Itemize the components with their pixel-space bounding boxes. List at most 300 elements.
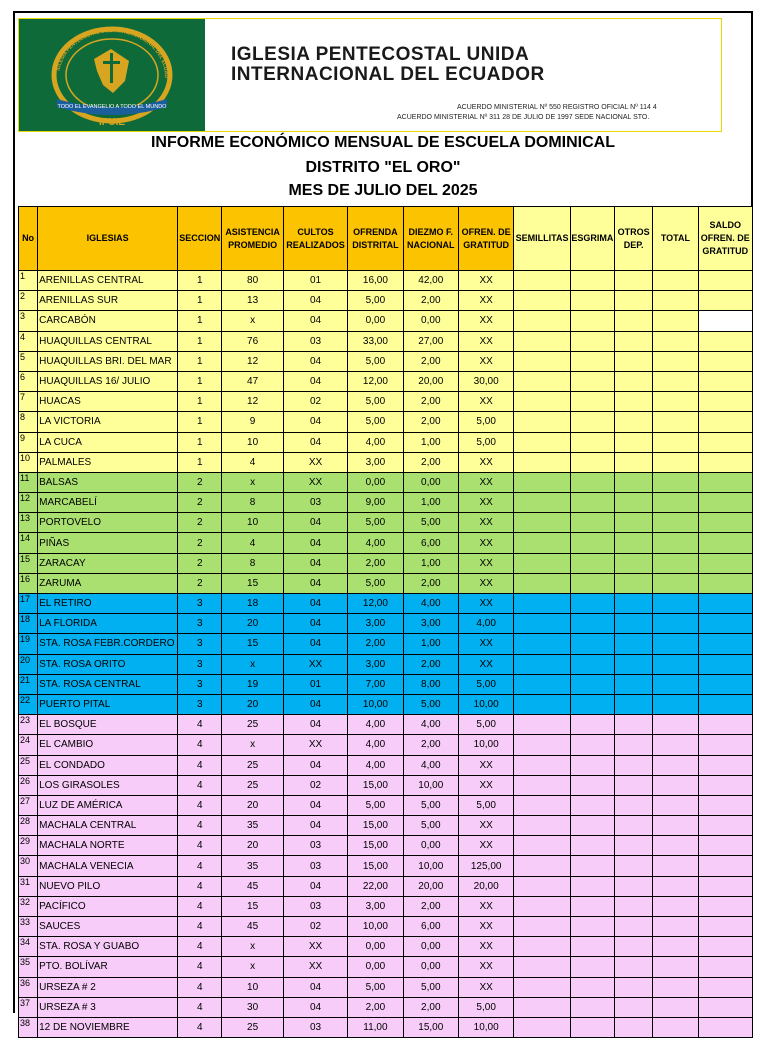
empty-cell [698, 755, 752, 775]
row-number: 2 [19, 291, 38, 311]
district-offering: 4,00 [348, 755, 403, 775]
church-name: NUEVO PILO [38, 876, 178, 896]
church-name: ZARACAY [38, 553, 178, 573]
church-name: LUZ DE AMÉRICA [38, 795, 178, 815]
row-number: 5 [19, 351, 38, 371]
attendance: 18 [222, 594, 283, 614]
column-header: TOTAL [653, 207, 698, 271]
empty-cell [570, 614, 614, 634]
services: XX [283, 452, 347, 472]
empty-cell [570, 493, 614, 513]
national-tithe: 2,00 [403, 392, 458, 412]
empty-cell [698, 957, 752, 977]
section: 4 [178, 957, 222, 977]
section: 1 [178, 371, 222, 391]
row-number: 38 [19, 1017, 38, 1037]
empty-cell [653, 937, 698, 957]
attendance: 80 [222, 271, 283, 291]
empty-cell [570, 715, 614, 735]
empty-cell [653, 997, 698, 1017]
table-row [19, 937, 753, 957]
empty-cell [570, 755, 614, 775]
empty-cell [698, 513, 752, 533]
gratitude-offering: XX [458, 513, 513, 533]
table-header-row [19, 207, 753, 271]
row-number: 25 [19, 755, 38, 775]
empty-cell [698, 917, 752, 937]
row-number: 12 [19, 493, 38, 513]
empty-cell [615, 674, 653, 694]
church-name: PTO. BOLÍVAR [38, 957, 178, 977]
gratitude-offering: 5,00 [458, 412, 513, 432]
gratitude-offering: XX [458, 917, 513, 937]
empty-cell [698, 553, 752, 573]
district-offering: 3,00 [348, 614, 403, 634]
services: 04 [283, 715, 347, 735]
services: 02 [283, 392, 347, 412]
section: 1 [178, 412, 222, 432]
empty-cell [514, 614, 570, 634]
services: XX [283, 937, 347, 957]
row-number: 26 [19, 775, 38, 795]
org-name-line1: IGLESIA PENTECOSTAL UNIDA [231, 44, 530, 65]
district-offering: 3,00 [348, 452, 403, 472]
empty-cell [698, 937, 752, 957]
gratitude-offering: XX [458, 291, 513, 311]
table-row [19, 533, 753, 553]
empty-cell [653, 452, 698, 472]
row-number: 28 [19, 816, 38, 836]
empty-cell [514, 472, 570, 492]
church-name: STA. ROSA CENTRAL [38, 674, 178, 694]
empty-cell [514, 331, 570, 351]
empty-cell [698, 876, 752, 896]
church-name: 12 DE NOVIEMBRE [38, 1017, 178, 1037]
district-offering: 22,00 [348, 876, 403, 896]
gratitude-offering: XX [458, 977, 513, 997]
services: 04 [283, 432, 347, 452]
empty-cell [570, 1017, 614, 1037]
empty-cell [570, 977, 614, 997]
acuerdo-line1: ACUERDO MINISTERIAL Nº 550 REGISTRO OFICIAL Nº 114 4 [457, 104, 657, 111]
table-row [19, 351, 753, 371]
district-offering: 10,00 [348, 917, 403, 937]
attendance: x [222, 937, 283, 957]
section: 1 [178, 311, 222, 331]
table-row [19, 271, 753, 291]
church-name: HUAQUILLAS BRI. DEL MAR [38, 351, 178, 371]
empty-cell [653, 412, 698, 432]
national-tithe: 42,00 [403, 271, 458, 291]
services: XX [283, 472, 347, 492]
services: 04 [283, 553, 347, 573]
services: 03 [283, 1017, 347, 1037]
empty-cell [653, 694, 698, 714]
empty-cell [615, 553, 653, 573]
empty-cell [653, 553, 698, 573]
empty-cell [653, 957, 698, 977]
empty-cell [653, 573, 698, 593]
gratitude-offering: 4,00 [458, 614, 513, 634]
table-row [19, 977, 753, 997]
empty-cell [615, 594, 653, 614]
empty-cell [615, 816, 653, 836]
district-offering: 0,00 [348, 937, 403, 957]
table-row [19, 573, 753, 593]
empty-cell [653, 735, 698, 755]
empty-cell [698, 715, 752, 735]
section: 4 [178, 977, 222, 997]
empty-cell [653, 291, 698, 311]
empty-cell [570, 876, 614, 896]
gratitude-offering: XX [458, 896, 513, 916]
report-district: DISTRITO "EL ORO" [305, 159, 461, 176]
table-row [19, 311, 753, 331]
table-row [19, 816, 753, 836]
table-row [19, 331, 753, 351]
district-offering: 15,00 [348, 816, 403, 836]
empty-cell [514, 573, 570, 593]
empty-cell [570, 331, 614, 351]
empty-cell [698, 351, 752, 371]
attendance: 10 [222, 513, 283, 533]
attendance: 15 [222, 896, 283, 916]
gratitude-offering: XX [458, 553, 513, 573]
empty-cell [698, 371, 752, 391]
column-header: OFREN. DE GRATITUD [458, 207, 513, 271]
section: 3 [178, 634, 222, 654]
services: 02 [283, 917, 347, 937]
empty-cell [570, 533, 614, 553]
services: 04 [283, 614, 347, 634]
district-offering: 15,00 [348, 775, 403, 795]
section: 4 [178, 836, 222, 856]
table-row [19, 856, 753, 876]
empty-cell [653, 1017, 698, 1037]
attendance: 4 [222, 452, 283, 472]
district-offering: 15,00 [348, 856, 403, 876]
district-offering: 5,00 [348, 573, 403, 593]
empty-cell [653, 513, 698, 533]
section: 1 [178, 291, 222, 311]
national-tithe: 2,00 [403, 654, 458, 674]
district-offering: 3,00 [348, 654, 403, 674]
empty-cell [615, 311, 653, 331]
empty-cell [615, 977, 653, 997]
services: 04 [283, 594, 347, 614]
row-number: 19 [19, 634, 38, 654]
column-header: ESGRIMA [570, 207, 614, 271]
empty-cell [615, 836, 653, 856]
row-number: 33 [19, 917, 38, 937]
empty-cell [570, 634, 614, 654]
district-offering: 15,00 [348, 836, 403, 856]
empty-cell [615, 654, 653, 674]
column-header: SEMILLITAS [514, 207, 570, 271]
table-row [19, 997, 753, 1017]
services: 03 [283, 856, 347, 876]
attendance: 25 [222, 1017, 283, 1037]
empty-cell [570, 573, 614, 593]
empty-cell [653, 311, 698, 331]
attendance: 25 [222, 775, 283, 795]
gratitude-offering: XX [458, 634, 513, 654]
gratitude-offering: XX [458, 836, 513, 856]
section: 4 [178, 856, 222, 876]
attendance: 8 [222, 493, 283, 513]
section: 3 [178, 694, 222, 714]
national-tithe: 4,00 [403, 715, 458, 735]
services: 04 [283, 795, 347, 815]
table-row [19, 694, 753, 714]
column-header: SECCION [178, 207, 222, 271]
table-row [19, 957, 753, 977]
attendance: 12 [222, 392, 283, 412]
section: 4 [178, 1017, 222, 1037]
empty-cell [653, 351, 698, 371]
row-number: 36 [19, 977, 38, 997]
services: 02 [283, 775, 347, 795]
district-offering: 33,00 [348, 331, 403, 351]
district-offering: 2,00 [348, 997, 403, 1017]
church-name: PIÑAS [38, 533, 178, 553]
column-header: OFRENDA DISTRITAL [348, 207, 403, 271]
empty-cell [514, 917, 570, 937]
attendance: 19 [222, 674, 283, 694]
empty-cell [653, 634, 698, 654]
empty-cell [653, 472, 698, 492]
row-number: 14 [19, 533, 38, 553]
empty-cell [615, 876, 653, 896]
section: 2 [178, 493, 222, 513]
national-tithe: 1,00 [403, 493, 458, 513]
church-name: ARENILLAS SUR [38, 291, 178, 311]
gratitude-offering: 5,00 [458, 432, 513, 452]
gratitude-offering: 10,00 [458, 735, 513, 755]
empty-cell [514, 977, 570, 997]
column-header: ASISTENCIA PROMEDIO [222, 207, 283, 271]
empty-cell [514, 997, 570, 1017]
row-number: 20 [19, 654, 38, 674]
empty-cell [698, 614, 752, 634]
table-row [19, 594, 753, 614]
attendance: 13 [222, 291, 283, 311]
services: 04 [283, 311, 347, 331]
header-banner [18, 18, 722, 132]
empty-cell [615, 997, 653, 1017]
district-offering: 5,00 [348, 392, 403, 412]
church-name: PORTOVELO [38, 513, 178, 533]
empty-cell [514, 957, 570, 977]
attendance: 76 [222, 331, 283, 351]
section: 4 [178, 876, 222, 896]
empty-cell [653, 432, 698, 452]
row-number: 18 [19, 614, 38, 634]
church-name: EL CONDADO [38, 755, 178, 775]
org-name [231, 45, 545, 85]
empty-cell [698, 795, 752, 815]
empty-cell [570, 311, 614, 331]
table-row [19, 715, 753, 735]
empty-cell [615, 271, 653, 291]
empty-cell [514, 876, 570, 896]
empty-cell [570, 392, 614, 412]
church-name: LOS GIRASOLES [38, 775, 178, 795]
empty-cell [698, 291, 752, 311]
empty-cell [653, 775, 698, 795]
gratitude-offering: XX [458, 533, 513, 553]
church-name: SAUCES [38, 917, 178, 937]
attendance: 15 [222, 634, 283, 654]
empty-cell [653, 493, 698, 513]
national-tithe: 15,00 [403, 1017, 458, 1037]
church-name: LA FLORIDA [38, 614, 178, 634]
section: 1 [178, 392, 222, 412]
national-tithe: 2,00 [403, 896, 458, 916]
national-tithe: 2,00 [403, 452, 458, 472]
empty-cell [570, 654, 614, 674]
attendance: 20 [222, 836, 283, 856]
empty-cell [698, 674, 752, 694]
empty-cell [615, 351, 653, 371]
church-name: URSEZA # 3 [38, 997, 178, 1017]
empty-cell [514, 715, 570, 735]
gratitude-offering: XX [458, 755, 513, 775]
section: 4 [178, 997, 222, 1017]
gratitude-offering: XX [458, 351, 513, 371]
report-table [18, 206, 753, 1038]
empty-cell [514, 452, 570, 472]
empty-cell [653, 876, 698, 896]
church-name: CARCABÓN [38, 311, 178, 331]
national-tithe: 5,00 [403, 694, 458, 714]
table-row [19, 412, 753, 432]
church-seal-icon [19, 19, 205, 131]
section: 4 [178, 755, 222, 775]
national-tithe: 0,00 [403, 937, 458, 957]
attendance: 12 [222, 351, 283, 371]
attendance: 45 [222, 917, 283, 937]
empty-cell [570, 412, 614, 432]
section: 2 [178, 553, 222, 573]
national-tithe: 2,00 [403, 351, 458, 371]
empty-cell [653, 795, 698, 815]
table-row [19, 614, 753, 634]
gratitude-offering: XX [458, 493, 513, 513]
empty-cell [570, 674, 614, 694]
attendance: 10 [222, 432, 283, 452]
attendance: 35 [222, 816, 283, 836]
empty-cell [615, 735, 653, 755]
church-logo [19, 19, 205, 131]
services: 04 [283, 694, 347, 714]
district-offering: 5,00 [348, 351, 403, 371]
table-row [19, 553, 753, 573]
national-tithe: 5,00 [403, 977, 458, 997]
services: XX [283, 957, 347, 977]
church-name: PACÍFICO [38, 896, 178, 916]
empty-cell [653, 674, 698, 694]
empty-cell [514, 634, 570, 654]
empty-cell [514, 856, 570, 876]
row-number: 9 [19, 432, 38, 452]
attendance: 15 [222, 573, 283, 593]
section: 2 [178, 513, 222, 533]
row-number: 31 [19, 876, 38, 896]
services: 04 [283, 371, 347, 391]
table-row [19, 472, 753, 492]
table-row [19, 1017, 753, 1037]
district-offering: 0,00 [348, 957, 403, 977]
empty-cell [615, 937, 653, 957]
empty-cell [698, 331, 752, 351]
services: 03 [283, 896, 347, 916]
empty-cell [514, 755, 570, 775]
table-row [19, 917, 753, 937]
gratitude-offering: XX [458, 937, 513, 957]
empty-cell [514, 553, 570, 573]
national-tithe: 1,00 [403, 634, 458, 654]
national-tithe: 0,00 [403, 472, 458, 492]
empty-cell [514, 432, 570, 452]
row-number: 1 [19, 271, 38, 291]
national-tithe: 8,00 [403, 674, 458, 694]
empty-cell [653, 816, 698, 836]
church-name: MACHALA CENTRAL [38, 816, 178, 836]
national-tithe: 2,00 [403, 735, 458, 755]
row-number: 30 [19, 856, 38, 876]
district-offering: 5,00 [348, 513, 403, 533]
column-header: OTROS DEP. [615, 207, 653, 271]
attendance: x [222, 957, 283, 977]
gratitude-offering: 30,00 [458, 371, 513, 391]
empty-cell [570, 896, 614, 916]
section: 1 [178, 351, 222, 371]
section: 3 [178, 654, 222, 674]
church-name: BALSAS [38, 472, 178, 492]
empty-cell [514, 836, 570, 856]
national-tithe: 20,00 [403, 371, 458, 391]
attendance: 9 [222, 412, 283, 432]
table-row [19, 513, 753, 533]
row-number: 37 [19, 997, 38, 1017]
acuerdo-line2: ACUERDO MINISTERIAL Nº 311 28 DE JULIO DE 1997 SEDE NACIONAL STO. [397, 114, 650, 121]
national-tithe: 10,00 [403, 775, 458, 795]
attendance: 4 [222, 533, 283, 553]
empty-cell [653, 977, 698, 997]
row-number: 16 [19, 573, 38, 593]
row-number: 32 [19, 896, 38, 916]
attendance: x [222, 735, 283, 755]
empty-cell [514, 533, 570, 553]
attendance: x [222, 654, 283, 674]
empty-cell [570, 957, 614, 977]
column-header: IGLESIAS [38, 207, 178, 271]
attendance: 30 [222, 997, 283, 1017]
table-row [19, 392, 753, 412]
empty-cell [653, 594, 698, 614]
district-offering: 11,00 [348, 1017, 403, 1037]
services: 03 [283, 331, 347, 351]
logo-acronym: IPUIE [98, 117, 126, 128]
empty-cell [698, 573, 752, 593]
logo-ring-text: IGLESIA PENTECOSTAL UNIDA INTERNACIONAL DEL ECUAD [55, 28, 170, 79]
district-offering: 5,00 [348, 977, 403, 997]
empty-cell [615, 432, 653, 452]
table-row [19, 755, 753, 775]
table-body [19, 271, 753, 1038]
church-name: HUAQUILLAS CENTRAL [38, 331, 178, 351]
